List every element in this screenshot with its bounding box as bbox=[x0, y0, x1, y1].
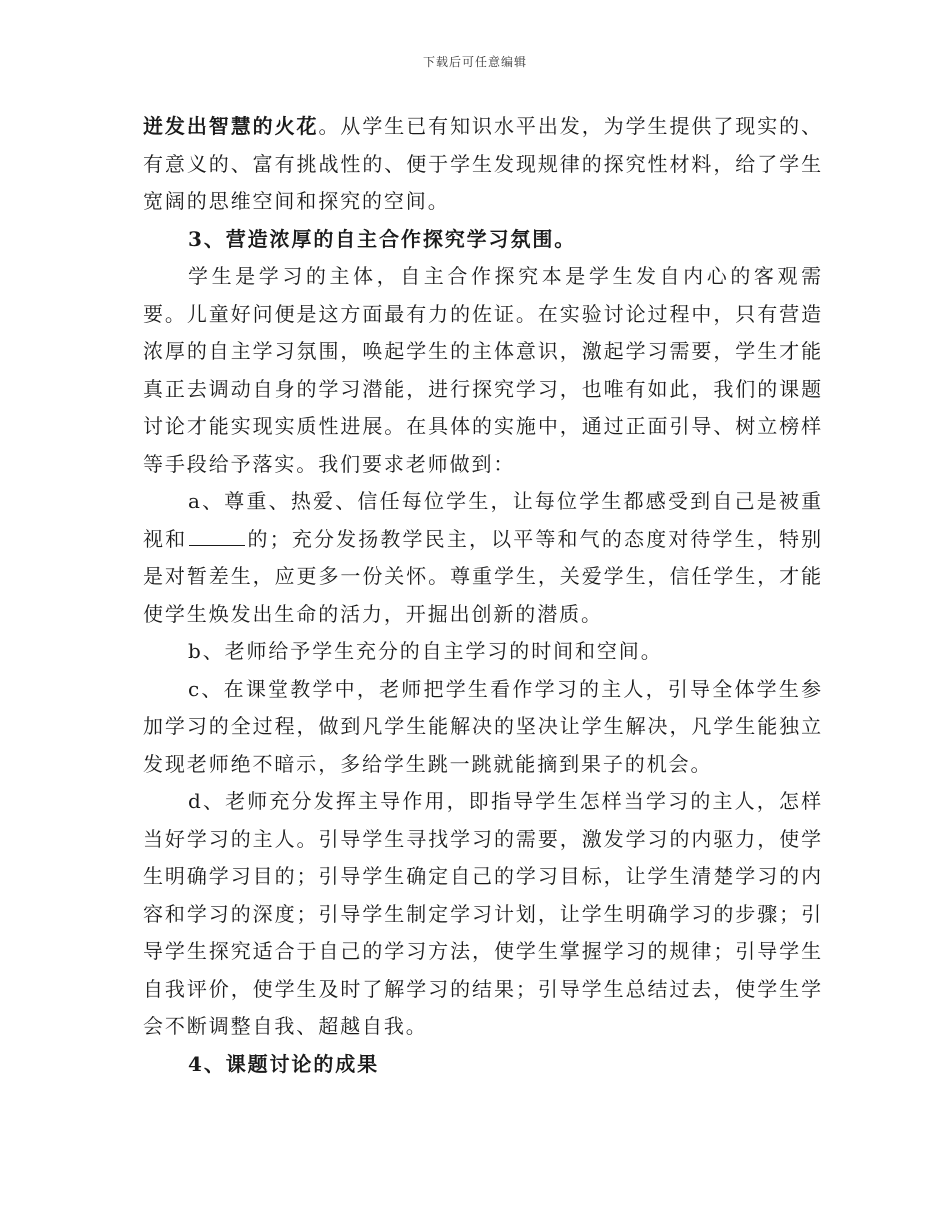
bold-phrase: 迸发出智慧的火花 bbox=[143, 114, 319, 138]
section-heading-4: 4、课题讨论的成果 bbox=[188, 1051, 380, 1076]
paragraph-student-subject: 学生是学习的主体，自主合作探究本是学生发自内心的客观需要。儿童好问便是这方面最有力的佐证。在实验讨论过程中，只有营造浓厚的自主学习氛围，唤起学生的主体意识，激起学习需要，学生才能真正去调动自身的学习潜能，进行探究学习，也唯有如此，我们的课题讨论才能实现实质性进展。在具体的实施中，通过正面引导、树立榜样等手段给予落实。我们要求老师做到： bbox=[143, 264, 823, 476]
page-header: 下载后可任意编辑 bbox=[422, 55, 527, 69]
list-item-d: d、老师充分发挥主导作用，即指导学生怎样当学习的主人，怎样当好学习的主人。引导学生寻找学习的需要，激发学习的内驱力，使学生明确学习目的；引导学生确定自己的学习目标，让学生清楚学习的内容和学习的深度；引导学生制定学习计划，让学生明确学习的步骤；引导学生探究适合于自己的学习方法，使学生掌握学习的规律；引导学生自我评价，使学生及时了解学习的结果；引导学生总结过去，使学生学会不断调整自我、超越自我。 bbox=[143, 789, 823, 1038]
list-item-a-text-start: a、尊重、热爱、信任每位学生，让每位学生都感受到自己是被重视和 bbox=[143, 489, 823, 551]
list-item-a bbox=[143, 483, 823, 633]
list-item-c: c、在课堂教学中，老师把学生看作学习的主人，引导全体学生参加学习的全过程，做到凡学生能解决的坚决让学生解决，凡学生能独立发现老师绝不暗示，多给学生跳一跳就能摘到果子的机会。 bbox=[143, 676, 823, 776]
paragraph-intro-text: 。从学生已有知识水平出发，为学生提供了现实的、有意义的、富有挑战性的、便于学生发现规律的探究性材料，给了学生宽阔的思维空间和探究的空间。 bbox=[143, 114, 824, 213]
paragraph-intro bbox=[143, 108, 823, 221]
document-body bbox=[143, 108, 823, 1083]
list-item-b: b、老师给予学生充分的自主学习的时间和空间。 bbox=[188, 639, 663, 663]
fill-blank bbox=[189, 527, 245, 546]
section-heading-3: 3、营造浓厚的自主合作探究学习氛围。 bbox=[188, 226, 577, 251]
list-item-a-text-end: 的；充分发扬教学民主，以平等和气的态度对待学生，特别是对暂差生，应更多一份关怀。尊重学生，关爱学生，信任学生，才能使学生焕发出生命的活力，开掘出创新的潜质。 bbox=[143, 526, 823, 626]
